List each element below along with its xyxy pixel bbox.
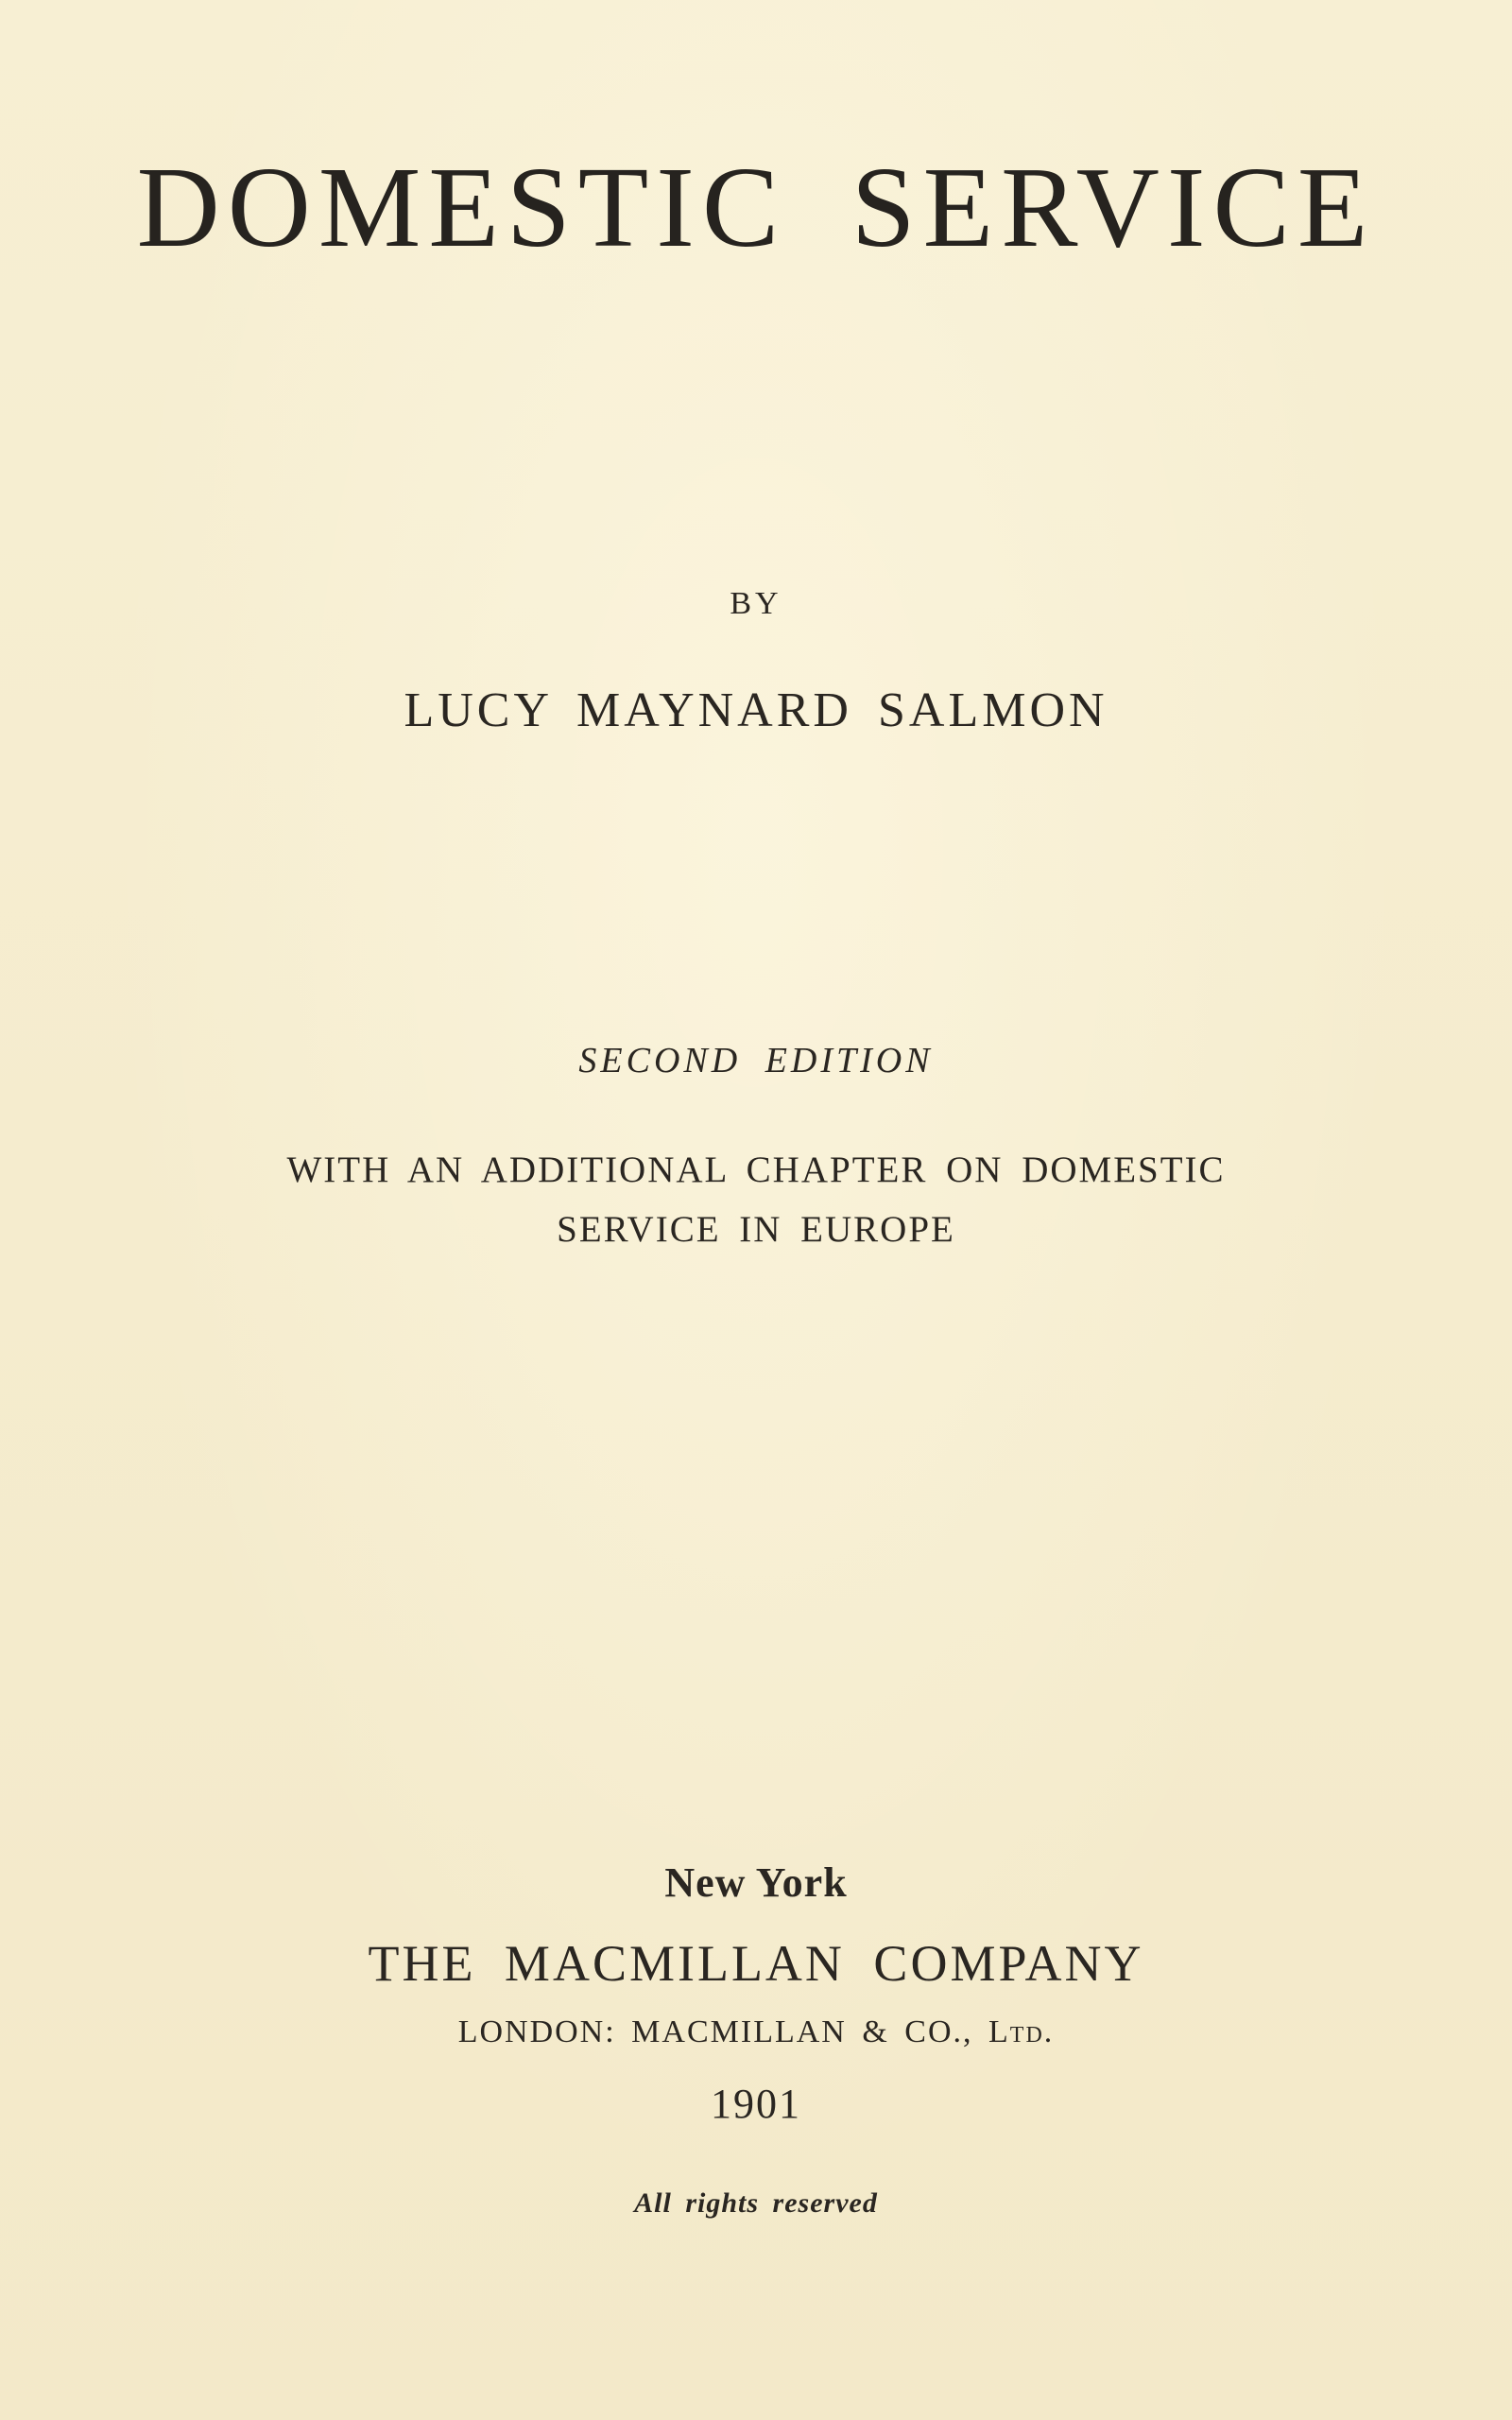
publication-year: 1901 bbox=[711, 2081, 801, 2127]
by-line: BY bbox=[730, 586, 782, 621]
author-name: LUCY MAYNARD SALMON bbox=[404, 683, 1108, 737]
subtitle-line-2: SERVICE IN EUROPE bbox=[557, 1209, 955, 1250]
book-title: DOMESTIC SERVICE bbox=[136, 144, 1376, 271]
publisher-name: THE MACMILLAN COMPANY bbox=[368, 1935, 1144, 1992]
rights-notice: All rights reserved bbox=[634, 2187, 878, 2219]
publisher-city: New York bbox=[664, 1859, 848, 1906]
london-imprint: LONDON: MACMILLAN & CO., Ltd. bbox=[457, 2014, 1055, 2049]
edition-label: SECOND EDITION bbox=[578, 1041, 934, 1080]
subtitle-line-1: WITH AN ADDITIONAL CHAPTER ON DOMESTIC bbox=[286, 1150, 1226, 1190]
